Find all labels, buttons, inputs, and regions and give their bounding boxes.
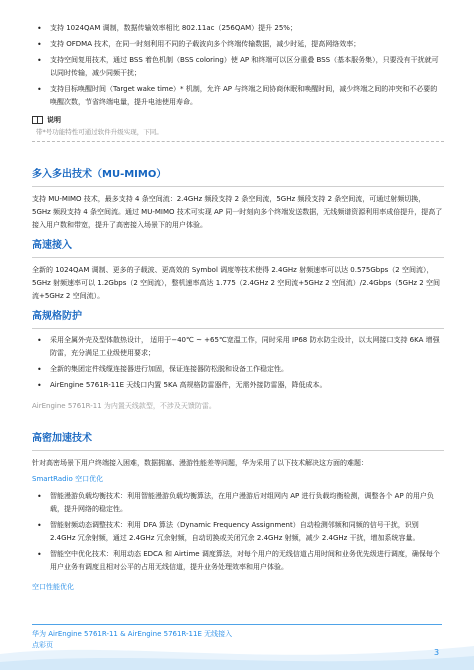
section-body: 支持 MU-MIMO 技术，最多支持 4 条空间流：2.4GHz 频段支持 2 条空间流，5GHz 频段支持 2 条空间流，可通过射频切换，5GHz 频段支持 4 条空间流。通过 MU-MIMO 技术可实现 AP 同一时刻向多个终端发送数据，无线频谱资源利用率成倍提升，提高了接入用户数和带宽，提升了高密接入场景下的用户体验。 bbox=[32, 195, 443, 229]
protect-note: AirEngine 5761R-11 为内置天线款型，不涉及天馈防雷。 bbox=[32, 402, 216, 410]
section-dense bbox=[32, 432, 444, 594]
note-box bbox=[32, 114, 444, 142]
subsection-title: SmartRadio 空口优化 bbox=[32, 475, 104, 483]
dense-bullets bbox=[32, 490, 444, 574]
section-title: 高密加速技术 bbox=[32, 432, 444, 451]
footer-divider bbox=[32, 624, 442, 625]
bullet-text: AirEngine 5761R-11E 天线口内置 5KA 高规格防雷器件，无需外接防雷器，降低成本。 bbox=[50, 381, 327, 389]
note-heading bbox=[32, 114, 444, 126]
bullet-text: 支持目标唤醒时间（Target wake time）* 机制，允许 AP 与终端之间协商休眠和唤醒时间，减少终端之间的冲突和不必要的唤醒次数，节省终端电量，提升电池使用寿命。 bbox=[50, 85, 438, 106]
bullet-text: 智能射频动态调整技术：利用 DFA 算法（Dynamic Frequency Assignment）自动检测邻频和同频的信号干扰，识别 2.4GHz 冗余射频，通过 2.4GHz 冗余射频，自动切换或关闭冗余 2.4GHz 射频，减少 2.4GHz 干扰，增加系统容量。 bbox=[50, 521, 420, 542]
bullet-item bbox=[32, 379, 444, 392]
section-mumimo bbox=[32, 168, 444, 232]
bullet-text: 支持 OFDMA 技术，在同一时刻利用不同的子载波向多个终端传输数据，减少时延，提高网络效率； bbox=[50, 40, 361, 48]
bullet-item bbox=[32, 83, 444, 109]
section-protect bbox=[32, 310, 444, 413]
bullet-dot: • bbox=[37, 365, 42, 374]
page-number: 3 bbox=[434, 648, 440, 657]
bullet-item bbox=[32, 334, 444, 360]
bullet-item bbox=[32, 363, 444, 376]
bullet-dot: • bbox=[37, 521, 42, 530]
bullet-dot: • bbox=[37, 336, 42, 345]
bullet-dot: • bbox=[37, 550, 42, 559]
note-label: 说明 bbox=[47, 116, 61, 124]
bullet-item bbox=[32, 22, 444, 35]
section-title: 高规格防护 bbox=[32, 310, 444, 329]
section-speed bbox=[32, 239, 444, 303]
protect-bullets bbox=[32, 334, 444, 392]
note-text: 带*号功能特性可通过软件升级实现，下同。 bbox=[36, 128, 163, 136]
bullet-item bbox=[32, 490, 444, 516]
bullet-text: 采用全属外壳及型体散热设计， 适用于−40℃ ~ +65℃宽温工作，同时采用 IP68 防水防尘设计，以太网接口支持 6KA 增强防雷，充分满足工业级使用要求； bbox=[50, 336, 440, 357]
bullet-item bbox=[32, 38, 444, 51]
footer-line-2: 点彩页 bbox=[32, 641, 53, 649]
section-body: 全新的 1024QAM 调制、更多的子载波、更高效的 Symbol 调度等技术使得 2.4GHz 射频速率可以达 0.575Gbps（2 空间流），5GHz 射频速率可以 1.2Gbps（2 空间流），整机速率高达 1.775（2.4GHz 2 空间流+5GHz 2 空间流）/2.4Gbps（5GHz 2 空间流+5GHz 2 空间流）。 bbox=[32, 266, 440, 300]
bullet-item bbox=[32, 519, 444, 545]
subsection-title: 空口性能优化 bbox=[32, 583, 74, 591]
bullet-text: 全新的集团定件线缆连接器进行加固，保证连接器防松脱和设备工作稳定性。 bbox=[50, 365, 288, 373]
footer-line-1: 华为 AirEngine 5761R-11 & AirEngine 5761R-11E 无线接入 bbox=[32, 630, 233, 638]
note-divider bbox=[32, 141, 444, 142]
bullet-item bbox=[32, 548, 444, 574]
bullet-text: 智能漫游负载均衡技术：利用智能漫游负载均衡算法，在用户漫游后对组网内 AP 进行负载均衡检测，调整各个 AP 的用户负载，提升网络的稳定性。 bbox=[50, 492, 434, 513]
bullet-text: 智能空中优化技术：利用动态 EDCA 和 Airtime 调度算法，对每个用户的无线信道占用时间和业务优先级进行调度，确保每个用户业务有调度且相对公平的占用无线信道，提升业务处理效率和用户体验。 bbox=[50, 550, 440, 571]
footer-title bbox=[32, 629, 292, 651]
bullet-item bbox=[32, 54, 444, 80]
bullet-dot: • bbox=[37, 381, 42, 390]
feature-bullets bbox=[32, 22, 444, 142]
bullet-dot: • bbox=[37, 492, 42, 501]
bullet-dot: • bbox=[37, 40, 42, 49]
section-title: 多入多出技术（MU-MIMO） bbox=[32, 168, 444, 187]
section-title: 高速接入 bbox=[32, 239, 444, 258]
bullet-dot: • bbox=[37, 24, 42, 33]
bullet-text: 支持空间复用技术，通过 BSS 着色机制（BSS coloring）使 AP 和终端可以区分重叠 BSS（基本服务集），只要没有干扰就可以同时传输，减少同频干扰； bbox=[50, 56, 439, 77]
book-icon bbox=[32, 116, 43, 124]
bullet-dot: • bbox=[37, 85, 42, 94]
section-intro: 针对高密场景下用户终端接入困难，数据拥塞、漫游性能差等问题，华为采用了以下技术解决这方面的难题： bbox=[32, 459, 368, 467]
bullet-dot: • bbox=[37, 56, 42, 65]
bullet-text: 支持 1024QAM 调制，数据传输效率相比 802.11ac（256QAM）提升 25%； bbox=[50, 24, 297, 32]
